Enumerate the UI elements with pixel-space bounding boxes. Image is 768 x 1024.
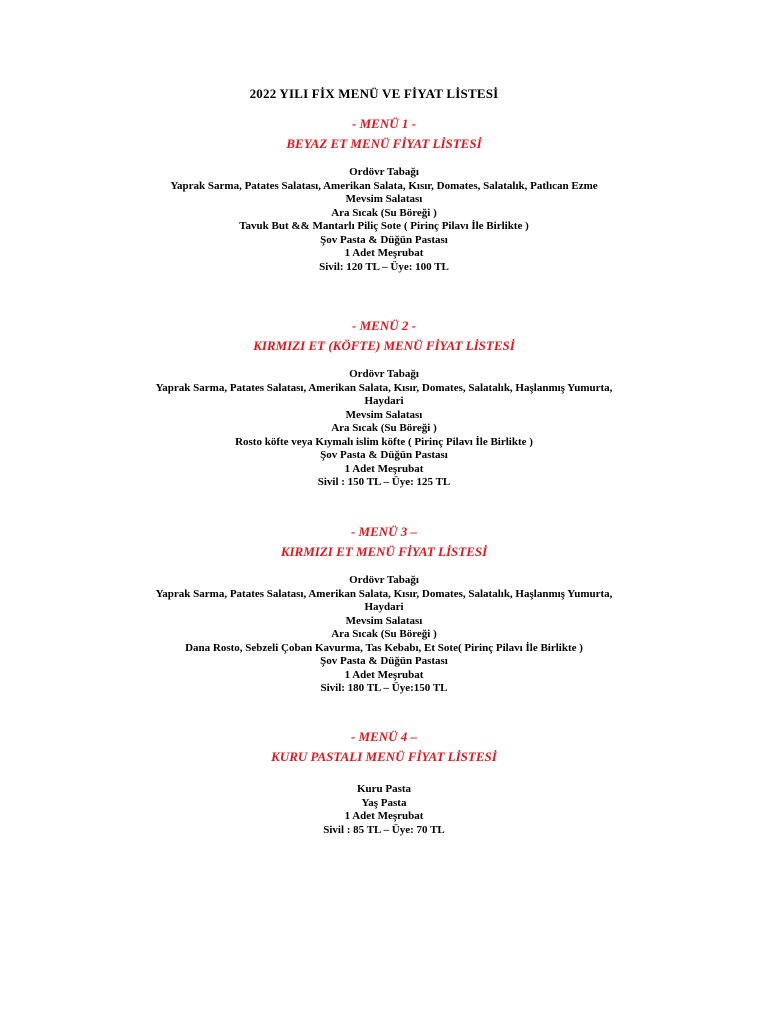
document-title-text: 2022 YILI FİX MENÜ VE FİYAT LİSTESİ [249,86,499,101]
menu-item-line: 1 Adet Meşrubat [344,247,424,259]
menu-subtitle: KIRMIZI ET MENÜ FİYAT LİSTESİ [280,544,488,559]
menu-item-line: Mevsim Salatası [345,614,423,627]
menu-item-line: Tavuk But && Mantarlı Piliç Sote ( Pirinç Pilavı İle Birlikte ) [239,220,529,232]
menu-heading [0,522,768,562]
menu-item-line: Ara Sıcak (Su Böreği ) [331,628,437,640]
menu-section-2 [0,316,768,490]
menu-section-1 [0,114,768,274]
menu-price-line: Sivil : 150 TL – Üye: 125 TL [317,476,451,488]
menu-item-line: Ara Sıcak (Su Böreği ) [331,206,437,219]
menu-items [0,574,768,696]
menu-item-line: Yaş Pasta [361,796,407,809]
menu-item-line: Ordövr Tabağı [349,368,419,380]
menu-item-line: Yaprak Sarma, Patates Salatası, Amerikan Salata, Kısır, Domates, Salatalık, Haşlanmış Yumurta, [155,587,613,600]
menu-price-line: Sivil: 120 TL – Üye: 100 TL [319,260,449,273]
menu-item-line: 1 Adet Meşrubat [344,462,424,475]
menu-subtitle: KIRMIZI ET (KÖFTE) MENÜ FİYAT LİSTESİ [253,338,515,353]
menu-heading [0,727,768,767]
menu-price-line: Sivil : 85 TL – Üye: 70 TL [323,823,445,836]
menu-items [0,368,768,490]
menu-subtitle: KURU PASTALI MENÜ FİYAT LİSTESİ [271,749,497,764]
menu-section-4 [0,727,768,837]
menu-item-line: Şov Pasta & Düğün Pastası [320,233,448,246]
menu-section-3 [0,522,768,696]
menu-item-line: Dana Rosto, Sebzeli Çoban Kavurma, Tas Kebabı, Et Sote( Pirinç Pilavı İle Birlikte ) [185,641,583,654]
menu-item-line: Yaprak Sarma, Patates Salatası, Amerikan Salata, Kısır, Domates, Salatalık, Patlıcan Ezme [170,179,598,192]
menu-number: - MENÜ 2 - [352,318,416,333]
menu-number: - MENÜ 3 – [350,524,418,539]
menu-item-line: 1 Adet Meşrubat [344,668,424,681]
menu-item-line: Ordövr Tabağı [349,574,419,586]
menu-item-line: Haydari [364,601,404,613]
menu-item-line: Ara Sıcak (Su Böreği ) [331,422,437,434]
menu-item-line: Şov Pasta & Düğün Pastası [320,449,448,461]
menu-item-line: 1 Adet Meşrubat [344,810,424,822]
menu-subtitle: BEYAZ ET MENÜ FİYAT LİSTESİ [286,136,482,151]
menu-number: - MENÜ 1 - [352,116,416,131]
menu-items [0,166,768,274]
menu-items [0,783,768,837]
menu-item-line: Kuru Pasta [356,783,412,795]
menu-item-line: Rosto köfte veya Kıymalı islim köfte ( Pirinç Pilavı İle Birlikte ) [235,435,533,448]
menu-item-line: Mevsim Salatası [345,408,423,421]
menu-number: - MENÜ 4 – [350,729,418,744]
menu-price-line: Sivil: 180 TL – Üye:150 TL [320,682,448,694]
menu-item-line: Şov Pasta & Düğün Pastası [320,655,448,667]
menu-heading [0,114,768,154]
menu-item-line: Yaprak Sarma, Patates Salatası, Amerikan Salata, Kısır, Domates, Salatalık, Haşlanmış Yumurta, [155,381,613,394]
menu-heading [0,316,768,356]
menu-item-line: Haydari [364,395,404,407]
menu-item-line: Mevsim Salatası [345,193,423,205]
menu-item-line: Ordövr Tabağı [349,166,419,178]
document-title [0,86,768,102]
